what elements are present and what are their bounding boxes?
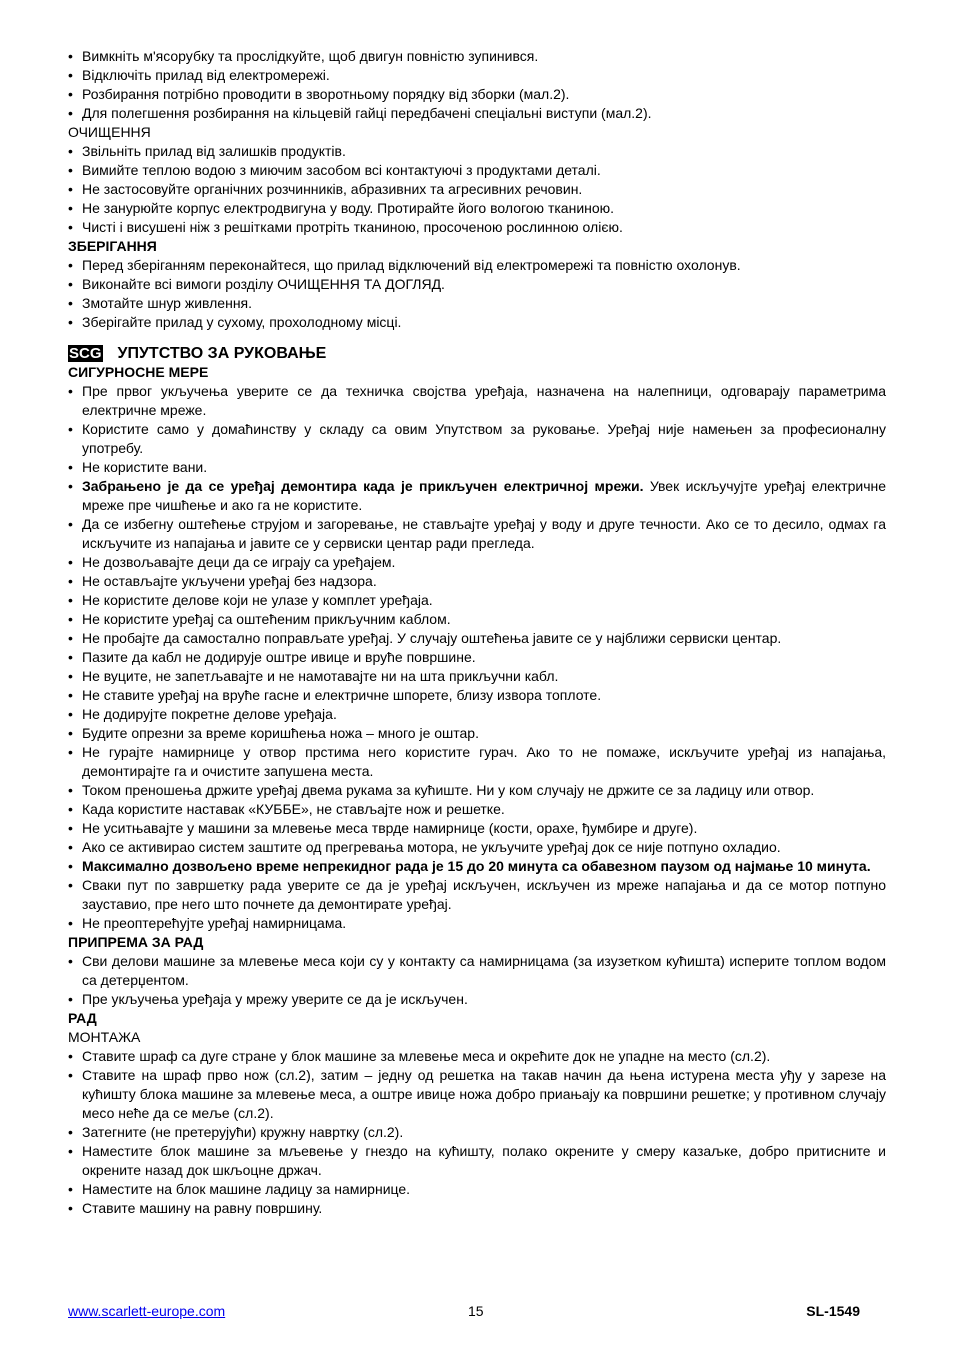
item-text: Сваки пут по завршетку рада уверите се да је уређај искључен, искључен из мреже напајања и да се мотор потпуно зауставио, пре него што почнете да демонтирате уређај. xyxy=(82,877,886,912)
list-item: • Вимкніть м'ясорубку та прослідкуйте, щоб двигун повністю зупинився. xyxy=(68,47,886,66)
item-text: Не пробајте да самостално поправљате уређај. У случају оштећења јавите се у најближи сервиски центар. xyxy=(82,630,782,646)
list-item: • Змотайте шнур живлення. xyxy=(68,294,886,313)
item-text: Да се избегну оштећење струјом и загоревање, не стављајте уређај у воду и друге течности. Ако се то десило, одмах га искључите из напајања и јавите се у сервиски центар ради прегледа. xyxy=(82,516,886,551)
website-link[interactable]: www.scarlett-europe.com xyxy=(68,1303,226,1319)
list-item xyxy=(68,458,886,477)
list-item: • Чисті і висушені ніж з решітками протріть тканиною, просоченою рослинною олією. xyxy=(68,218,886,237)
list-item xyxy=(68,914,886,933)
list-item xyxy=(68,420,886,458)
page-content xyxy=(68,47,886,1218)
list-item xyxy=(68,477,886,515)
list-item: • Зберігайте прилад у сухому, прохолодному місці. xyxy=(68,313,886,332)
list-item: • Ставите шраф са дуге стране у блок машине за млевење меса и окрећите док не упадне на место (сл.2). xyxy=(68,1047,886,1066)
safety-heading: СИГУРНОСНЕ МЕРЕ xyxy=(68,364,209,380)
item-text: Пре првог укључења уверите се да техничка својства уређаја, назначена на налепници, одговарају параметрима електричне мреже. xyxy=(82,383,886,418)
item-text: Будите опрезни за време коришћења ножа – много је оштар. xyxy=(82,725,479,741)
item-text: Не вуците, не запетљавајте и не намотавајте ни на шта прикључни кабл. xyxy=(82,668,559,684)
list-item xyxy=(68,553,886,572)
bold-text: Забрањено је да се уређај демонтира када је прикључен електричној мрежи. xyxy=(82,478,644,494)
item-text: Увек искључујте уређај електричне мреже пре чишћење и ако га не користите. xyxy=(82,478,887,513)
language-badge: SCG xyxy=(69,344,102,362)
list-item xyxy=(68,610,886,629)
safety-list xyxy=(68,382,886,933)
model-number: SL-1549 xyxy=(806,1303,860,1319)
list-item xyxy=(68,629,886,648)
list-item xyxy=(68,648,886,667)
work-heading: РАД xyxy=(68,1010,97,1026)
list-item: • Ставите на шраф прво нож (сл.2), затим – једну од решетка на такав начин да њена истурена места уђу у зарезе на кућишту блока машине за млевење меса, а оштре ивице ножа добро приањају ка површини решетке; у противном случају месо неће да се меље (сл.2). xyxy=(68,1066,886,1123)
list-item: • Відключіть прилад від електромережі. xyxy=(68,66,886,85)
list-item: • Наместите блок машине за мљевење у гнездо на кућишту, полако окрените у смеру казаљке, добро притисните и окрените назад док шкљоцне држач. xyxy=(68,1142,886,1180)
list-item: • Виконайте всі вимоги розділу ОЧИЩЕННЯ ТА ДОГЛЯД. xyxy=(68,275,886,294)
cleaning-list xyxy=(68,142,886,237)
item-text: Користите само у домаћинству у складу са овим Упутством за руковање. Уређај није намењен за професионалну употребу. xyxy=(82,421,886,456)
list-item xyxy=(68,591,886,610)
item-text: Не преоптерећујте уређај намирницама. xyxy=(82,915,347,931)
item-text: Не гурајте намирнице у отвор прстима него користите гурач. Ако то не помаже, искључите уређај из напајања, демонтирајте га и очистите запушена места. xyxy=(82,744,886,779)
list-item: • Сви делови машине за млевење меса који су у контакту са намирницама (за изузетком кућишта) исперите топлом водом са детерџентом. xyxy=(68,952,886,990)
list-item: • Пре укључења уређаја у мрежу уверите се да је искључен. xyxy=(68,990,886,1009)
item-text: Не користите вани. xyxy=(82,459,208,475)
item-text: Не користите уређај са оштећеним прикључним каблом. xyxy=(82,611,451,627)
list-item xyxy=(68,800,886,819)
item-text: Не користите делове који не улазе у комплет уређаја. xyxy=(82,592,433,608)
bold-text: Максимално дозвољено време непрекидног рада је 15 до 20 минута са обавезном паузом од најмање 10 минута. xyxy=(82,858,871,874)
cleaning-heading: ОЧИЩЕННЯ xyxy=(68,124,151,140)
list-item xyxy=(68,686,886,705)
list-item: • Не занурюйте корпус електродвигуна у воду. Протирайте його вологою тканиною. xyxy=(68,199,886,218)
prep-heading: ПРИПРЕМА ЗА РАД xyxy=(68,934,204,950)
item-text: Не уситњавајте у машини за млевење меса тврде намирнице (кости, орахе, ђумбире и друге). xyxy=(82,820,698,836)
list-item xyxy=(68,819,886,838)
list-item xyxy=(68,705,886,724)
page-number: 15 xyxy=(468,1303,484,1319)
page-footer xyxy=(68,1303,860,1323)
list-item xyxy=(68,515,886,553)
list-item: • Вимийте теплою водою з миючим засобом всі контактуючі з продуктами деталі. xyxy=(68,161,886,180)
storage-heading: ЗБЕРІГАННЯ xyxy=(68,238,157,254)
list-item: • Не застосовуйте органічних розчинників, абразивних та агресивних речовин. xyxy=(68,180,886,199)
item-text: Пазите да кабл не додирује оштре ивице и вруће површине. xyxy=(82,649,476,665)
storage-list xyxy=(68,256,886,332)
list-item xyxy=(68,876,886,914)
list-item xyxy=(68,781,886,800)
list-item: • Затегните (не претерујући) кружну навртку (сл.2). xyxy=(68,1123,886,1142)
list-item xyxy=(68,382,886,420)
list-item xyxy=(68,857,886,876)
item-text: Не ставите уређај на вруће гасне и електричне шпорете, близу извора топлоте. xyxy=(82,687,602,703)
list-item: • Ставите машину на равну површину. xyxy=(68,1199,886,1218)
item-text: Не остављајте укључени уређај без надзора. xyxy=(82,573,377,589)
list-item: • Звільніть прилад від залишків продуктів. xyxy=(68,142,886,161)
list-item: • Наместите на блок машине ладицу за намирнице. xyxy=(68,1180,886,1199)
list-item xyxy=(68,724,886,743)
list-item: • Розбирання потрібно проводити в зворотньому порядку від зборки (мал.2). xyxy=(68,85,886,104)
assembly-list xyxy=(68,1047,886,1218)
prep-list xyxy=(68,952,886,1009)
list-item: • Перед зберіганням переконайтеся, що прилад відключений від електромережі та повністю охолонув. xyxy=(68,256,886,275)
item-text: Не дозвољавајте деци да се играју са уређајем. xyxy=(82,554,396,570)
list-item xyxy=(68,667,886,686)
list-item xyxy=(68,572,886,591)
uk-list-a xyxy=(68,47,886,123)
item-text: Не додирујте покретне делове уређаја. xyxy=(82,706,337,722)
section-title: УПУТСТВО ЗА РУКОВАЊЕ xyxy=(117,344,327,362)
item-text: Ако се активирао систем заштите од прегревања мотора, не укључите уређај док се није потпуно охладио. xyxy=(82,839,781,855)
list-item xyxy=(68,838,886,857)
list-item: • Для полегшення розбирання на кільцевій гайці передбачені спеціальні виступи (мал.2). xyxy=(68,104,886,123)
scg-section-header xyxy=(68,343,886,363)
list-item xyxy=(68,743,886,781)
item-text: Током преношења држите уређај двема рукама за кућиште. Ни у ком случају не држите се за ладицу или отвор. xyxy=(82,782,815,798)
assembly-heading: МОНТАЖА xyxy=(68,1029,141,1045)
item-text: Када користите наставак «КУББЕ», не стављајте нож и решетке. xyxy=(82,801,505,817)
